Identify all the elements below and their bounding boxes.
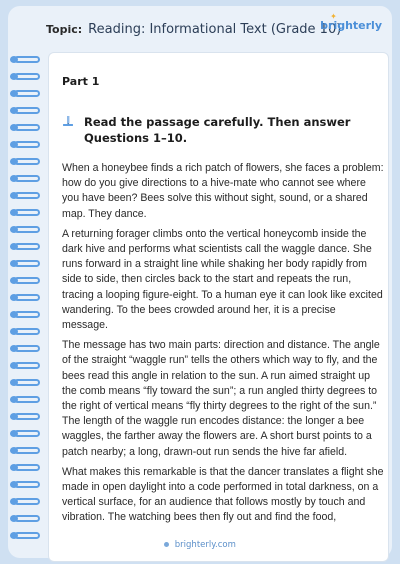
footer — [8, 540, 392, 550]
binding-ring — [14, 379, 40, 386]
binding-ring — [14, 192, 40, 199]
instruction-text: Read the passage carefully. Then answer Questions 1–10. — [84, 115, 351, 145]
binding-ring — [14, 260, 40, 267]
footer-link[interactable]: brighterly.com — [174, 540, 236, 550]
binding-ring — [14, 345, 40, 352]
binding-ring — [14, 294, 40, 301]
binding-ring — [14, 73, 40, 80]
topic-title: Reading: Informational Text (Grade 10) — [88, 21, 342, 37]
binding-ring — [14, 464, 40, 471]
passage-paragraph: When a honeybee finds a rich patch of flowers, she faces a problem: how do you give directions to a hive-mate who cannot see where you have been? Bees solve this without sight, sound, or a shared map. They dance. — [62, 162, 384, 220]
binding-ring — [14, 413, 40, 420]
spiral-binding — [8, 56, 42, 556]
binding-ring — [14, 158, 40, 165]
binding-ring — [14, 430, 40, 437]
binding-ring — [14, 56, 40, 63]
reading-passage — [62, 161, 384, 531]
binding-ring — [14, 107, 40, 114]
binding-ring — [14, 277, 40, 284]
worksheet-card — [48, 52, 389, 562]
brighterly-logo — [320, 12, 382, 32]
binding-ring — [14, 141, 40, 148]
binding-ring — [14, 328, 40, 335]
instruction — [62, 114, 382, 146]
binding-ring — [14, 532, 40, 539]
dot-icon — [164, 542, 169, 547]
binding-ring — [14, 209, 40, 216]
binding-ring — [14, 124, 40, 131]
part-label: Part 1 — [62, 75, 100, 88]
binding-ring — [14, 362, 40, 369]
binding-ring — [14, 447, 40, 454]
star-icon: ✦ — [330, 12, 337, 21]
binding-ring — [14, 90, 40, 97]
topic-label: Topic: — [46, 22, 83, 36]
binding-ring — [14, 396, 40, 403]
binding-ring — [14, 515, 40, 522]
binding-ring — [14, 498, 40, 505]
logo-text: brighterly — [320, 19, 382, 32]
binding-ring — [14, 226, 40, 233]
pencil-icon — [62, 115, 74, 127]
binding-ring — [14, 311, 40, 318]
binding-ring — [14, 175, 40, 182]
binding-ring — [14, 243, 40, 250]
passage-paragraph: What makes this remarkable is that the dancer translates a flight she made in open daylight into a code performed in total darkness, on a vertical surface, for an audience that follows mostly by touch and vibration. The watching bees then fly out and find the food, — [62, 465, 384, 524]
binding-ring — [14, 481, 40, 488]
passage-paragraph: A returning forager climbs onto the vertical honeycomb inside the dark hive and performs what scientists call the waggle dance. She runs forward in a straight line while shaking her body rapidly from side to side, then circles back to the start and repeats the run, tracing a looping figure-eight. To a human eye it can look like excited wandering. To the bees crowded around her, it is a precise message. — [62, 227, 383, 332]
worksheet-sheet — [8, 6, 392, 558]
passage-paragraph: The message has two main parts: direction and distance. The angle of the straight “waggle run” tells the others which way to fly, and the bees read this angle in relation to the sun. A run aimed straight up the comb means “fly toward the sun”; a run angled thirty degrees to the right of vertical means “fly thirty degrees to the right of the sun.” The length of the waggle run encodes distance: the longer a bee waggles, the farther away the flowers are. A short burst points to a patch nearby; a long, drawn-out run sends the hive far afield. — [62, 339, 380, 458]
worksheet-header — [46, 12, 386, 42]
